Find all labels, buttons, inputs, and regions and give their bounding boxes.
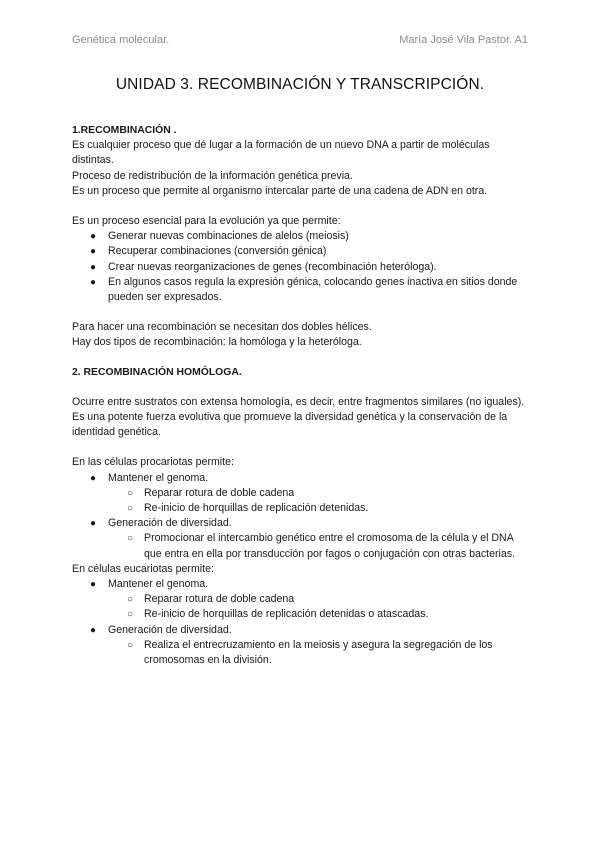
document-body: [72, 123, 532, 668]
eukaryotes-intro: En células eucariotas permite:: [72, 562, 214, 575]
list-item: ○ Re-inicio de horquillas de replicación detenidas.: [72, 501, 532, 516]
list-item: ● Generar nuevas combinaciones de alelos (meiosis): [72, 229, 532, 244]
prokaryotes-list: [72, 516, 532, 531]
list-item: ○ Reparar rotura de doble cadena: [72, 486, 532, 501]
prokaryotes-list: [72, 471, 532, 486]
section1-closing: Hay dos tipos de recombinación: la homóloga y la heteróloga.: [72, 336, 362, 349]
bullet-icon: ●: [90, 518, 97, 530]
bullet-icon: ●: [90, 261, 97, 273]
list-item: ● Mantener el genoma.: [72, 577, 532, 592]
section2-line: Ocurre entre sustratos con extensa homología, es decir, entre fragmentos similares (no iguales).: [72, 395, 525, 408]
document-title: UNIDAD 3. RECOMBINACIÓN Y TRANSCRIPCIÓN.: [115, 76, 485, 93]
list-item: ● Recuperar combinaciones (conversión génica): [72, 244, 532, 259]
bullet-icon: ●: [90, 246, 97, 258]
bullet-icon: ●: [90, 624, 97, 636]
section1-line: Es cualquier proceso que dé lugar a la formación de un nuevo DNA a partir de moléculas distintas.: [72, 139, 490, 167]
eukaryotes-sublist: [72, 592, 532, 622]
bullet-icon: ●: [90, 472, 97, 484]
header-course: Genética molecular.: [72, 34, 170, 46]
circle-bullet-icon: ○: [127, 639, 134, 651]
section1-intro: Es un proceso esencial para la evolución ya que permite:: [72, 215, 341, 228]
prokaryotes-intro: En las células procariotas permite:: [72, 456, 234, 469]
list-item: ○ Reparar rotura de doble cadena: [72, 592, 532, 607]
eukaryotes-list: [72, 623, 532, 638]
bullet-icon: ●: [90, 231, 97, 243]
circle-bullet-icon: ○: [127, 533, 134, 545]
circle-bullet-icon: ○: [127, 487, 134, 499]
page-header: [72, 34, 528, 50]
bullet-icon: ●: [90, 579, 97, 591]
prokaryotes-sublist: [72, 531, 532, 561]
section1-closing: Para hacer una recombinación se necesitan dos dobles hélices.: [72, 321, 372, 334]
prokaryotes-sublist: [72, 486, 532, 516]
eukaryotes-sublist: [72, 638, 532, 668]
circle-bullet-icon: ○: [127, 503, 134, 515]
list-item: ● En algunos casos regula la expresión génica, colocando genes inactiva en sitios donde pueden ser expresados.: [90, 275, 518, 304]
eukaryotes-list: [72, 577, 532, 592]
section2-line: Es una potente fuerza evolutiva que promueve la diversidad genética y la conservación de la identidad genética.: [72, 411, 508, 439]
list-item: ● Crear nuevas reorganizaciones de genes (recombinación heteróloga).: [72, 260, 532, 275]
section1-line: Proceso de redistribución de la información genética previa.: [72, 169, 353, 182]
circle-bullet-icon: ○: [127, 609, 134, 621]
list-item: ● Mantener el genoma.: [72, 471, 532, 486]
list-item: ○ Promocionar el intercambio genético entre el cromosoma de la célula y el DNA que entra en ella por transducción por fagos o conjugación con otras bacterias.: [127, 532, 516, 560]
list-item: ○ Re-inicio de horquillas de replicación detenidas o atascadas.: [72, 607, 532, 622]
section1-bullet-list: [72, 229, 532, 305]
section1-heading: 1.RECOMBINACIÓN .: [72, 125, 177, 136]
section2-heading: 2. RECOMBINACIÓN HOMÓLOGA.: [72, 366, 242, 378]
list-item: ● Generación de diversidad.: [72, 623, 532, 638]
section1-line: Es un proceso que permite al organismo intercalar parte de una cadena de ADN en otra.: [72, 184, 488, 197]
bullet-icon: ●: [90, 276, 97, 288]
list-item: ● Generación de diversidad.: [72, 516, 532, 531]
header-author: María José Vila Pastor. A1: [399, 34, 528, 46]
list-item: ○ Realiza el entrecruzamiento en la meiosis y asegura la segregación de los cromosomas en la división.: [127, 638, 493, 667]
circle-bullet-icon: ○: [127, 594, 134, 606]
